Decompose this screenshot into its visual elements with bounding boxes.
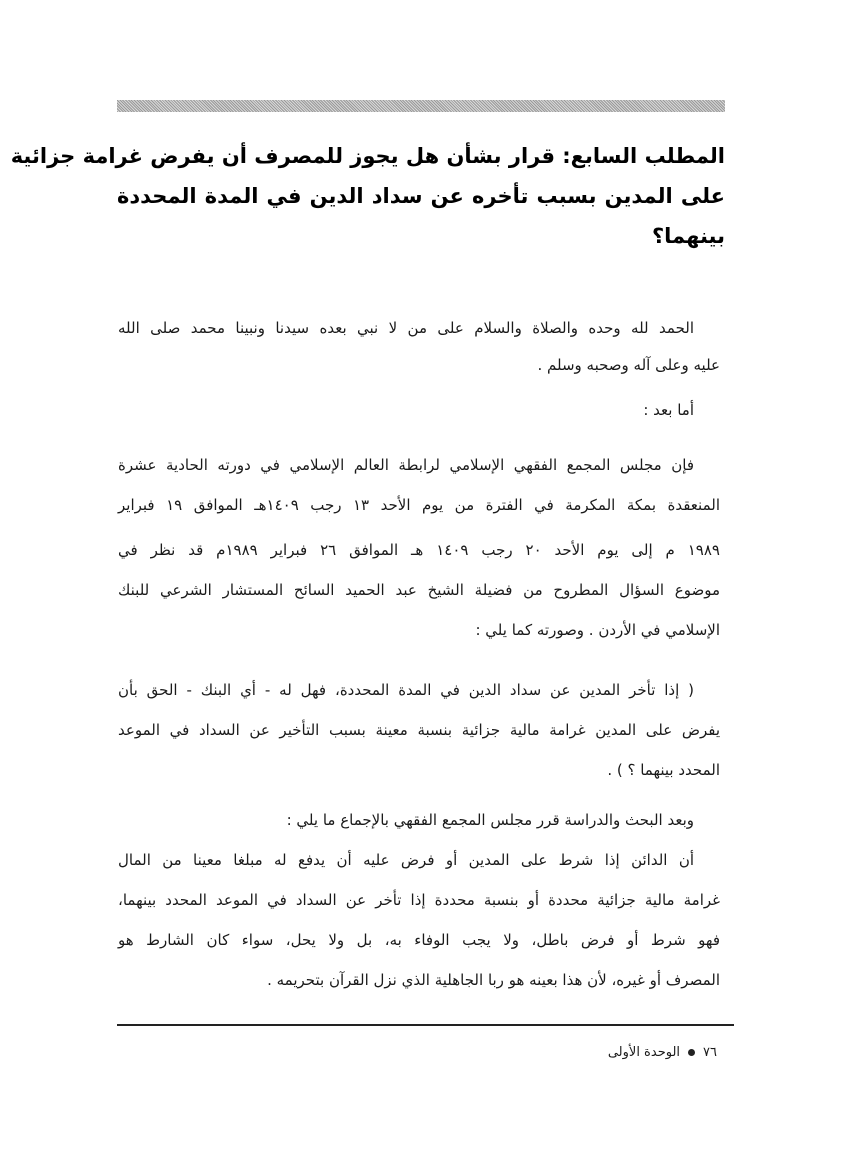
footer-divider — [117, 1024, 734, 1026]
body-line: أن الدائن إذا شرط على المدين أو فرض عليه أن يدفع له مبلغا معينا من المال — [118, 851, 694, 869]
body-line: غرامة مالية جزائية محددة أو بنسبة محددة إذا تأخر عن السداد في الموعد المحدد بينهما، — [118, 891, 720, 909]
body-line: عليه وعلى آله وصحبه وسلم . — [537, 356, 720, 374]
body-line: المنعقدة بمكة المكرمة في الفترة من يوم الأحد ١٣ رجب ١٤٠٩هـ الموافق ١٩ فبراير — [118, 496, 720, 514]
bullet-icon — [688, 1049, 695, 1056]
body-line: وبعد البحث والدراسة قرر مجلس المجمع الفقهي بالإجماع ما يلي : — [286, 811, 694, 829]
page-footer — [608, 1045, 717, 1060]
body-line: المصرف أو غيره، لأن هذا بعينه هو ربا الجاهلية الذي نزل القرآن بتحريمه . — [267, 971, 720, 989]
body-line: فهو شرط أو فرض باطل، ولا يجب الوفاء به، بل ولا يحل، سواء كان الشارط هو — [118, 931, 720, 949]
body-line: يفرض على المدين غرامة مالية جزائية بنسبة معينة بسبب التأخير عن السداد في الموعد — [118, 721, 720, 739]
body-line: ( إذا تأخر المدين عن سداد الدين في المدة المحددة، فهل له - أي البنك - الحق بأن — [118, 681, 694, 699]
body-line: ١٩٨٩ م إلى يوم الأحد ٢٠ رجب ١٤٠٩ هـ الموافق ٢٦ فبراير ١٩٨٩م قد نظر في — [118, 541, 720, 559]
section-title-line-1: المطلب السابع: قرار بشأن هل يجوز للمصرف أن يفرض غرامة جزائية — [10, 144, 725, 168]
section-title-line-2: على المدين بسبب تأخره عن سداد الدين في المدة المحددة — [117, 184, 725, 208]
body-line: الإسلامي في الأردن . وصورته كما يلي : — [475, 621, 720, 639]
header-pattern-bar — [117, 100, 725, 112]
body-line: فإن مجلس المجمع الفقهي الإسلامي لرابطة العالم الإسلامي في دورته الحادية عشرة — [118, 456, 694, 474]
page-number: ٧٦ — [703, 1045, 717, 1060]
body-line: موضوع السؤال المطروح من فضيلة الشيخ عبد الحميد السائح المستشار الشرعي للبنك — [118, 581, 720, 599]
body-line: أما بعد : — [643, 401, 694, 419]
body-line: المحدد بينهما ؟ ) . — [607, 761, 720, 779]
footer-section: الوحدة الأولى — [607, 1045, 681, 1060]
section-title-line-3: بينهما؟ — [651, 224, 725, 248]
body-line: الحمد لله وحده والصلاة والسلام على من لا نبي بعده سيدنا ونبينا محمد صلى الله — [118, 319, 694, 337]
